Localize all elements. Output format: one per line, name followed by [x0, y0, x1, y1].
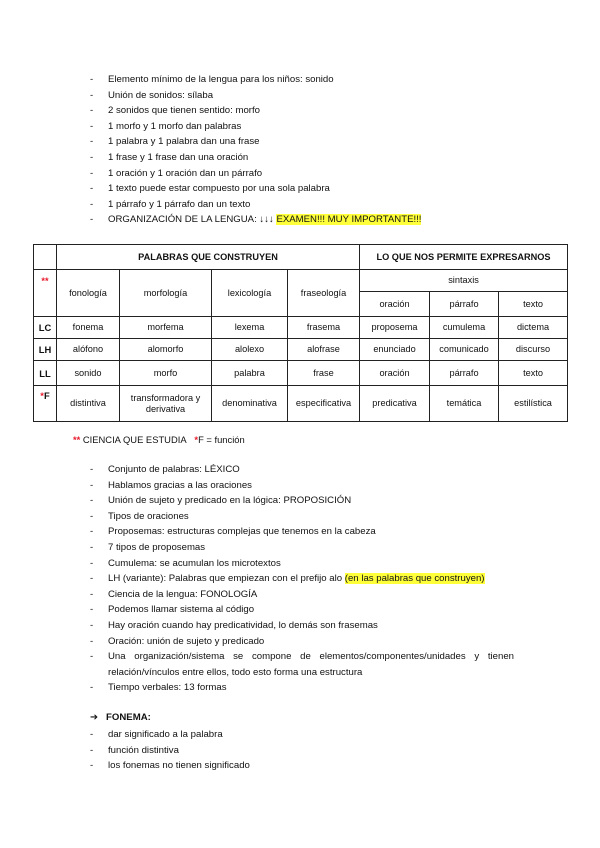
row-header-label: LH: [38, 344, 52, 355]
table-body: [34, 317, 568, 422]
table-cell: temática: [430, 386, 499, 422]
list-item: [90, 462, 570, 478]
table-cell: alófono: [57, 339, 120, 361]
list-item: [90, 181, 570, 197]
row-header-cell: [34, 361, 57, 386]
list-item-text: 2 sonidos que tienen sentido: morfo: [108, 105, 261, 117]
list-item: [90, 197, 570, 213]
list-item: [90, 743, 570, 759]
table-cell: párrafo: [430, 361, 499, 386]
dash-bullet: -: [90, 151, 94, 163]
dash-bullet: -: [90, 183, 94, 195]
dash-bullet: -: [90, 557, 94, 569]
list-item-text: 1 texto puede estar compuesto por una sola palabra: [108, 183, 330, 195]
legend-science-text: CIENCIA QUE ESTUDIA: [80, 434, 187, 445]
list-item: [90, 602, 570, 618]
list-item: [90, 119, 570, 135]
table-cell: discurso: [499, 339, 568, 361]
list-item-text: 7 tipos de proposemas: [108, 541, 206, 553]
subheader-lexicologia: lexicología: [212, 270, 288, 317]
table-cell: predicativa: [360, 386, 430, 422]
list-item-text: 1 oración y 1 oración dan un párrafo: [108, 167, 263, 179]
list-item: [90, 556, 570, 572]
subheader-fonologia: fonología: [57, 270, 120, 317]
highlighted-text: (en las palabras que construyen): [344, 573, 485, 585]
table-cell: especificativa: [288, 386, 360, 422]
row-header-label: LC: [38, 322, 52, 333]
list-item-text: Unión de sujeto y predicado en la lógica: PROPOSICIÓN: [108, 495, 352, 507]
dash-bullet: -: [90, 541, 94, 553]
table-cell: alolexo: [212, 339, 288, 361]
dash-bullet: -: [90, 744, 94, 756]
dash-bullet: -: [90, 198, 94, 210]
dash-bullet: -: [90, 588, 94, 600]
list-item-text: función distintiva: [108, 744, 179, 756]
table-cell: estilística: [499, 386, 568, 422]
dash-bullet: -: [90, 651, 94, 663]
organizacion-text: ORGANIZACIÓN DE LA LENGUA: ↓↓↓: [108, 214, 277, 226]
dash-bullet: -: [90, 526, 94, 538]
science-marker-cell: [34, 270, 57, 317]
subheader-fraseologia: fraseología: [288, 270, 360, 317]
dash-bullet: -: [90, 464, 94, 475]
list-item-text: Hablamos gracias a las oraciones: [108, 479, 252, 491]
list-item-text: Tipos de oraciones: [108, 510, 189, 522]
list-item-text: Podemos llamar sistema al código: [108, 604, 255, 616]
subheader-sintaxis: sintaxis: [360, 270, 568, 292]
fonema-list: [90, 727, 570, 774]
dash-bullet: -: [90, 74, 94, 85]
exam-highlight: EXAMEN!!! MUY IMPORTANTE!!!: [276, 214, 422, 226]
table-cell: cumulema: [430, 317, 499, 339]
list-item-text: Unión de sonidos: sílaba: [108, 89, 214, 101]
row-header-cell: [34, 339, 57, 361]
list-item: [90, 618, 570, 634]
fonema-title: FONEMA:: [106, 712, 151, 723]
table-cell: morfema: [120, 317, 212, 339]
list-item-text: Oración: unión de sujeto y predicado: [108, 635, 265, 647]
list-item-text: 1 morfo y 1 morfo dan palabras: [108, 120, 242, 132]
table-cell: lexema: [212, 317, 288, 339]
list-item-text: Proposemas: estructuras complejas que tenemos en la cabeza: [108, 526, 376, 538]
fonema-heading: [90, 712, 151, 723]
list-item: [90, 758, 570, 774]
table-cell: comunicado: [430, 339, 499, 361]
list-item: [90, 134, 570, 150]
language-organization-table: [33, 244, 568, 422]
list-item-text: 1 párrafo y 1 párrafo dan un texto: [108, 198, 251, 210]
list-item-text: Hay oración cuando hay predicatividad, lo demás son frasemas: [108, 619, 378, 631]
dash-bullet: -: [90, 105, 94, 117]
dash-bullet: -: [90, 214, 94, 226]
dash-bullet: -: [90, 760, 94, 772]
table-sintaxis-row: [34, 270, 568, 292]
list-item-text: Cumulema: se acumulan los microtextos: [108, 557, 281, 569]
dash-bullet: -: [90, 682, 94, 694]
list-item: [90, 571, 570, 587]
table-row: [34, 339, 568, 361]
notes-list: [90, 462, 570, 696]
dash-bullet: -: [90, 495, 94, 507]
table-cell: transformadora y derivativa: [120, 386, 212, 422]
intro-list: [90, 72, 570, 228]
table-cell: fonema: [57, 317, 120, 339]
dash-bullet: -: [90, 573, 94, 585]
table-cell: frase: [288, 361, 360, 386]
dash-bullet: -: [90, 479, 94, 491]
dash-bullet: -: [90, 120, 94, 132]
dash-bullet: -: [90, 729, 94, 740]
list-item: [90, 587, 570, 603]
table-cell: distintiva: [57, 386, 120, 422]
table-cell: palabra: [212, 361, 288, 386]
table-row: [34, 386, 568, 422]
table-row: [34, 317, 568, 339]
list-item-text: 1 palabra y 1 palabra dan una frase: [108, 136, 260, 148]
list-item: [90, 649, 514, 680]
dash-bullet: -: [90, 136, 94, 148]
corner-cell: [34, 245, 57, 270]
list-item: [90, 727, 570, 743]
list-item: [90, 634, 570, 650]
list-item: [90, 680, 570, 696]
dash-bullet: -: [90, 167, 94, 179]
row-header-label: F: [43, 390, 50, 401]
row-header-label: LL: [39, 367, 51, 379]
list-item: [90, 88, 570, 104]
table-cell: proposema: [360, 317, 430, 339]
table-cell: frasema: [288, 317, 360, 339]
list-item: [90, 103, 570, 119]
subheader-parrafo: párrafo: [430, 292, 499, 317]
table-cell: morfo: [120, 361, 212, 386]
legend-marker-function: *: [194, 434, 199, 445]
science-marker: **: [41, 276, 49, 286]
arrow-right-icon: ➔: [90, 712, 99, 723]
subheader-oracion: oración: [360, 292, 430, 317]
list-item-text: dar significado a la palabra: [108, 729, 223, 740]
table-cell: alofrase: [288, 339, 360, 361]
table-legend: [73, 434, 245, 445]
list-item: [90, 150, 570, 166]
table-cell: texto: [499, 361, 568, 386]
dash-bullet: -: [90, 604, 94, 616]
list-item-text: 1 frase y 1 frase dan una oración: [108, 151, 249, 163]
list-item-text: LH (variante): Palabras que empiezan con el prefijo alo: [108, 573, 345, 585]
table-cell: dictema: [499, 317, 568, 339]
dash-bullet: -: [90, 619, 94, 631]
dash-bullet: -: [90, 89, 94, 101]
table-row: [34, 361, 568, 386]
legend-function-text: F = función: [198, 434, 245, 445]
list-item-text: Elemento mínimo de la lengua para los niños: sonido: [108, 74, 334, 85]
list-item: [90, 478, 570, 494]
table-group-header-row: [34, 245, 568, 270]
list-item-organizacion: [90, 212, 570, 228]
row-header-cell: [34, 386, 57, 422]
list-item-text: Tiempo verbales: 13 formas: [108, 682, 227, 694]
table-cell: denominativa: [212, 386, 288, 422]
subheader-texto: texto: [499, 292, 568, 317]
dash-bullet: -: [90, 635, 94, 647]
subheader-morfologia: morfología: [120, 270, 212, 317]
group-header-palabras: PALABRAS QUE CONSTRUYEN: [57, 245, 360, 270]
list-item-text: Ciencia de la lengua: FONOLOGÍA: [108, 588, 258, 600]
dash-bullet: -: [90, 510, 94, 522]
list-item: [90, 524, 570, 540]
list-item: [90, 509, 570, 525]
table-cell: sonido: [57, 361, 120, 386]
table-cell: oración: [360, 361, 430, 386]
group-header-expresarnos: LO QUE NOS PERMITE EXPRESARNOS: [360, 245, 568, 270]
table-cell: enunciado: [360, 339, 430, 361]
row-header-cell: [34, 317, 57, 339]
list-item-text: los fonemas no tienen significado: [108, 760, 250, 772]
list-item-text: Conjunto de palabras: LÉXICO: [108, 464, 240, 475]
function-marker: *: [40, 390, 44, 401]
table-cell: alomorfo: [120, 339, 212, 361]
list-item-text: Una organización/sistema se compone de elementos/componentes/unidades y tienen relación/vínculos entre ellos, todo esto forma una estructura: [108, 651, 514, 678]
list-item: [90, 166, 570, 182]
list-item: [90, 493, 570, 509]
list-item: [90, 72, 570, 88]
list-item: [90, 540, 570, 556]
legend-marker-science: **: [73, 434, 81, 445]
